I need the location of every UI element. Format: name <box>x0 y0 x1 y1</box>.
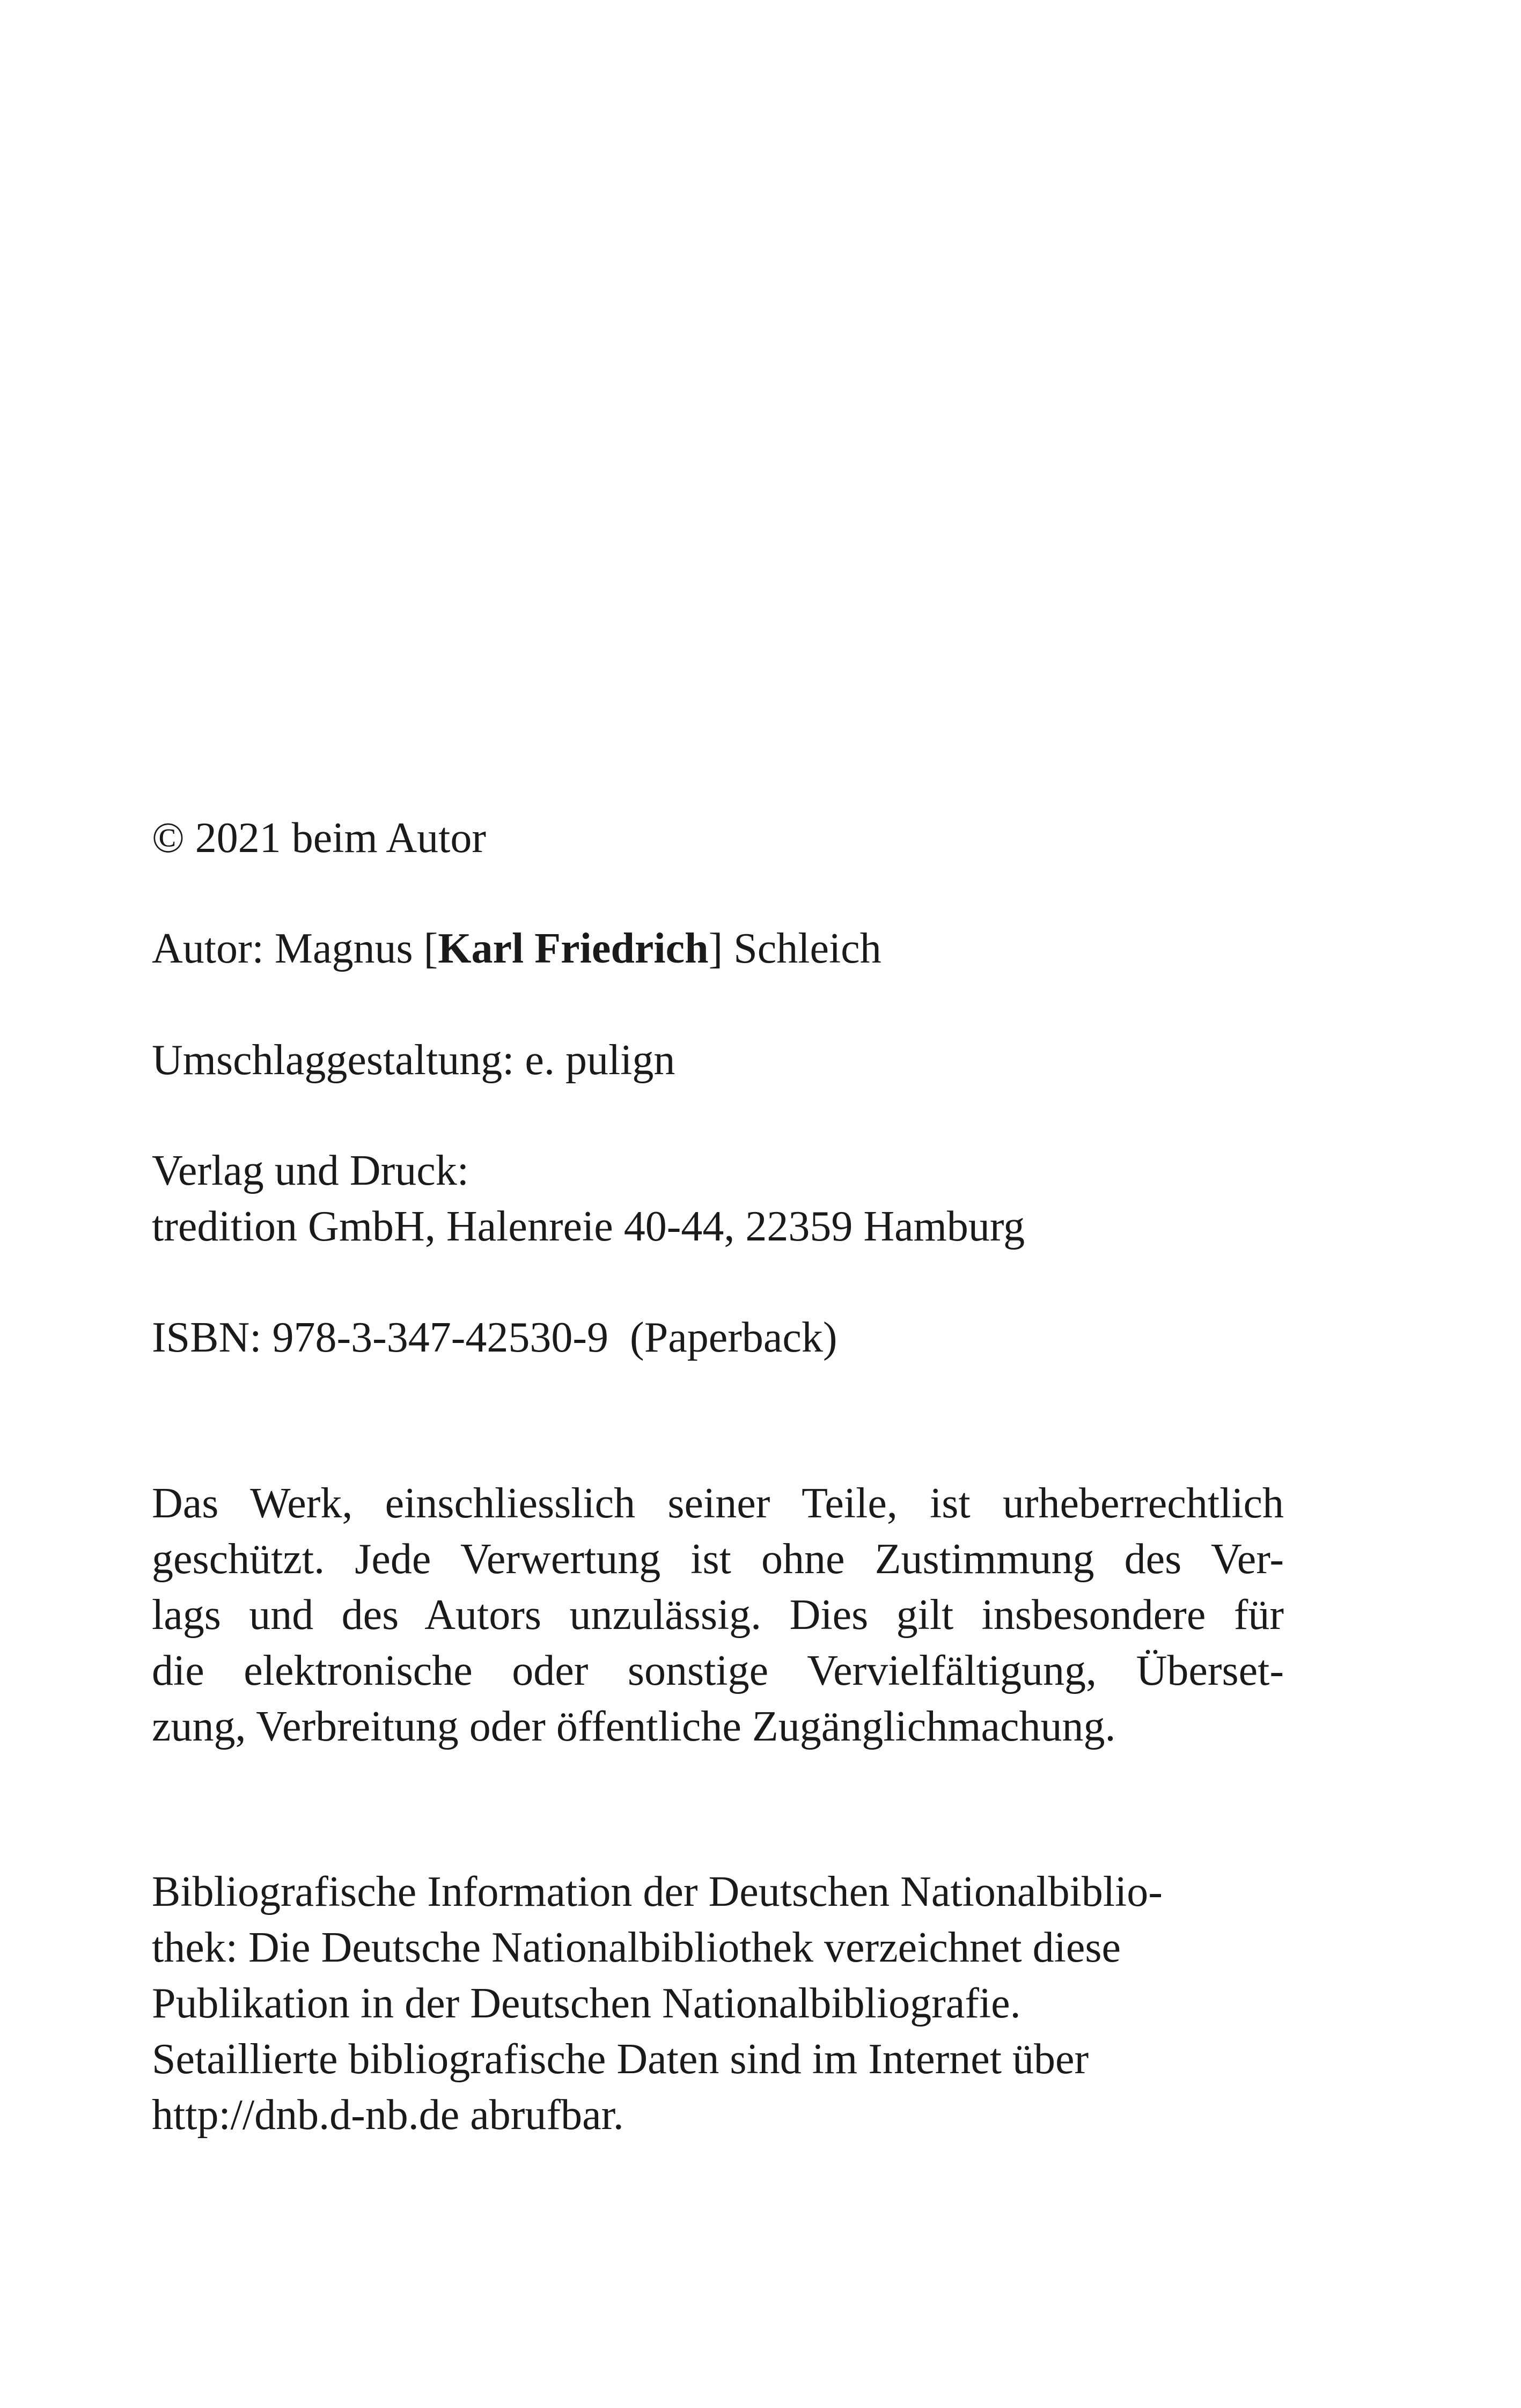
bibliographic-line: Bibliografische Information der Deutschen Nationalbiblio- <box>152 1868 1163 1915</box>
rights-notice-line: Das Werk, einschliesslich seiner Teile, ist urheberrechtlich <box>152 1480 1284 1527</box>
cover-design-line: Umschlaggestaltung: e. pulign <box>152 1037 675 1084</box>
publisher-label: Verlag und Druck: <box>152 1147 469 1194</box>
cover-design-credit <box>152 1032 1284 1088</box>
isbn-line: ISBN: 978-3-347-42530-9 (Paperback) <box>152 1314 837 1361</box>
publisher-address: tredition GmbH, Halenreie 40-44, 22359 Hamburg <box>152 1203 1025 1250</box>
rights-notice-line: die elektronische oder sonstige Vervielfältigung, Überset- <box>152 1647 1284 1694</box>
copyright-line: © 2021 beim Autor <box>152 814 486 862</box>
bibliographic-url-line: http://dnb.d-nb.de abrufbar. <box>152 2091 624 2139</box>
bibliographic-line: Publikation in der Deutschen Nationalbibliografie. <box>152 1980 1021 2027</box>
author-suffix: ] Schleich <box>708 925 881 972</box>
rights-notice-line: lags und des Autors unzulässig. Dies gilt insbesondere für <box>152 1591 1284 1639</box>
imprint-content <box>152 810 1284 2143</box>
isbn-info <box>152 1310 1284 1365</box>
publisher-info <box>152 1143 1284 1254</box>
author-line <box>152 921 1284 977</box>
bibliographic-line: Setaillierte bibliografische Daten sind im Internet über <box>152 2036 1089 2083</box>
author-real-name: Karl Friedrich <box>438 925 709 972</box>
bibliographic-information <box>152 1864 1284 2143</box>
rights-notice-line: geschützt. Jede Verwertung ist ohne Zustimmung des Ver- <box>152 1536 1284 1583</box>
copyright-notice <box>152 810 1284 866</box>
rights-notice-line: zung, Verbreitung oder öffentliche Zugänglichmachung. <box>152 1703 1116 1750</box>
author-prefix: Autor: Magnus [ <box>152 925 438 972</box>
rights-notice <box>152 1475 1284 1754</box>
bibliographic-line: thek: Die Deutsche Nationalbibliothek verzeichnet diese <box>152 1924 1121 1971</box>
author-credit <box>152 921 1284 977</box>
